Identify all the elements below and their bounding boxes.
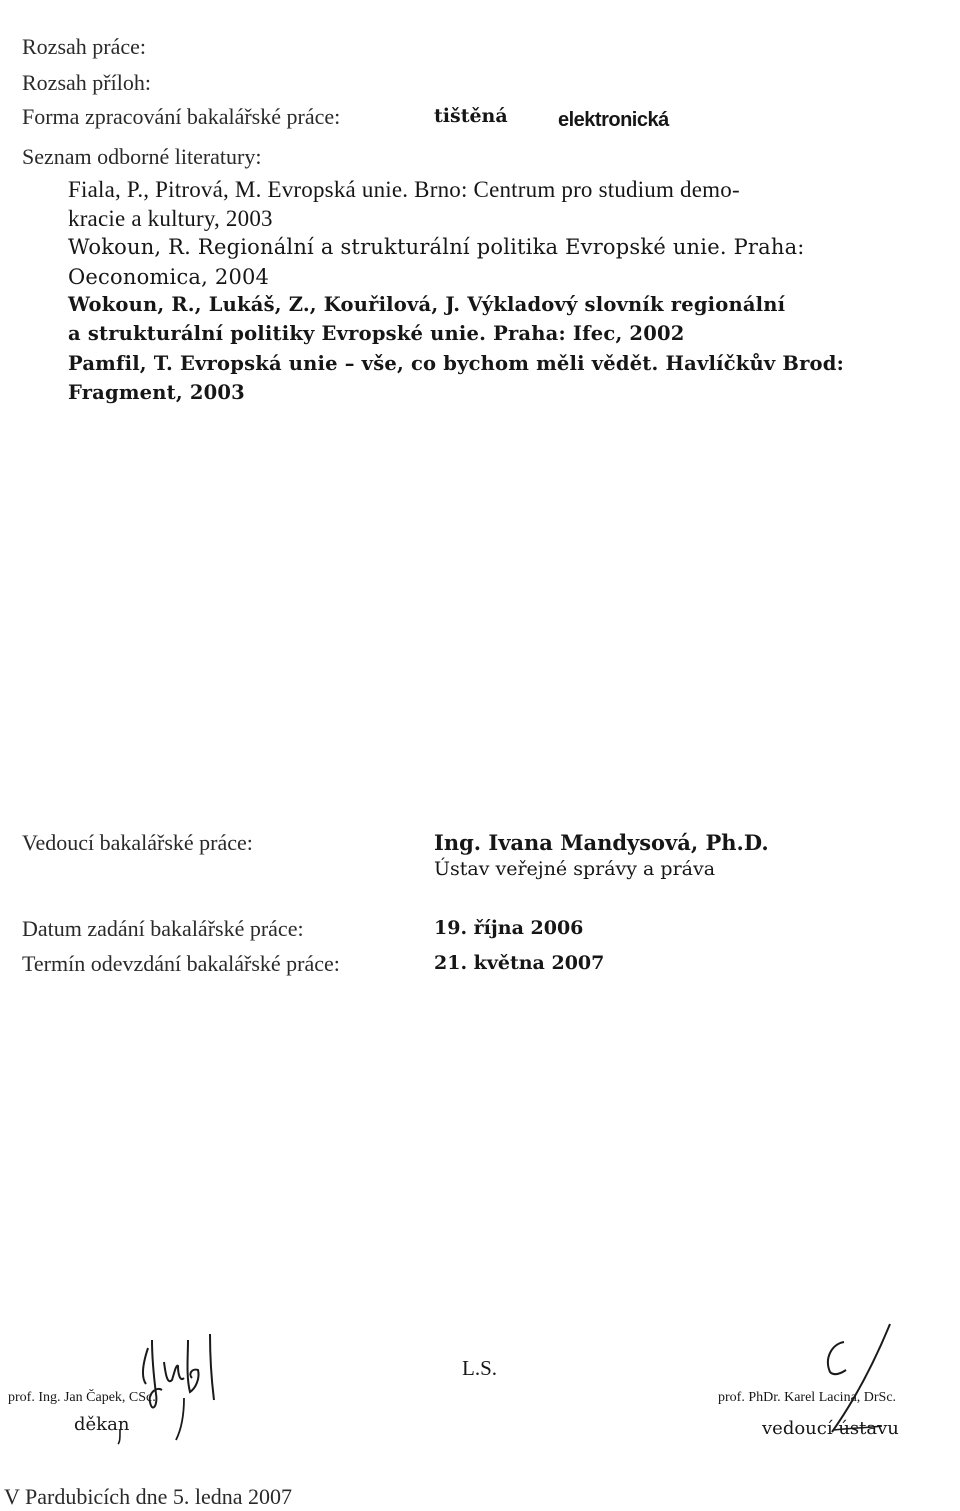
supervisor-name: Ing. Ivana Mandysová, Ph.D. <box>434 830 769 855</box>
supervisor-label: Vedoucí bakalářské práce: <box>22 830 253 855</box>
form-label: Forma zpracování bakalářské práce: <box>22 104 341 129</box>
due-label: Termín odevzdání bakalářské práce: <box>22 951 340 976</box>
head-title: vedoucí ústavu <box>762 1418 899 1439</box>
literature-line: Pamfil, T. Evropská unie – vše, co bychom měli vědět. Havlíčkův Brod: <box>68 352 844 375</box>
literature-line: Oeconomica, 2004 <box>68 265 270 289</box>
dean-name: prof. Ing. Jan Čapek, CSc. <box>8 1390 156 1405</box>
literature-line: Wokoun, R. Regionální a strukturální politika Evropské unie. Praha: <box>68 235 805 259</box>
literature-line: Wokoun, R., Lukáš, Z., Kouřilová, J. Výkladový slovník regionální <box>68 293 786 316</box>
due-value: 21. května 2007 <box>434 952 605 974</box>
literature-label: Seznam odborné literatury: <box>22 144 262 169</box>
scope-label: Rozsah práce: <box>22 34 146 59</box>
supervisor-department: Ústav veřejné správy a práva <box>434 858 716 880</box>
literature-line: Fragment, 2003 <box>68 381 245 404</box>
literature-line: kracie a kultury, 2003 <box>68 206 273 231</box>
dean-title: děkan <box>74 1414 130 1435</box>
head-name: prof. PhDr. Karel Lacina, DrSc. <box>718 1390 897 1405</box>
seal-placeholder: L.S. <box>462 1356 498 1380</box>
appendix-label: Rozsah příloh: <box>22 70 151 95</box>
place-date: V Pardubicích dne 5. ledna 2007 <box>4 1484 292 1509</box>
literature-line: Fiala, P., Pitrová, M. Evropská unie. Brno: Centrum pro studium demo- <box>68 177 740 202</box>
assigned-label: Datum zadání bakalářské práce: <box>22 916 304 941</box>
form-electronic: elektronická <box>558 109 669 131</box>
literature-line: a strukturální politiky Evropské unie. Praha: Ifec, 2002 <box>68 322 685 345</box>
assigned-value: 19. října 2006 <box>434 917 584 939</box>
form-printed: tištěná <box>434 105 508 127</box>
